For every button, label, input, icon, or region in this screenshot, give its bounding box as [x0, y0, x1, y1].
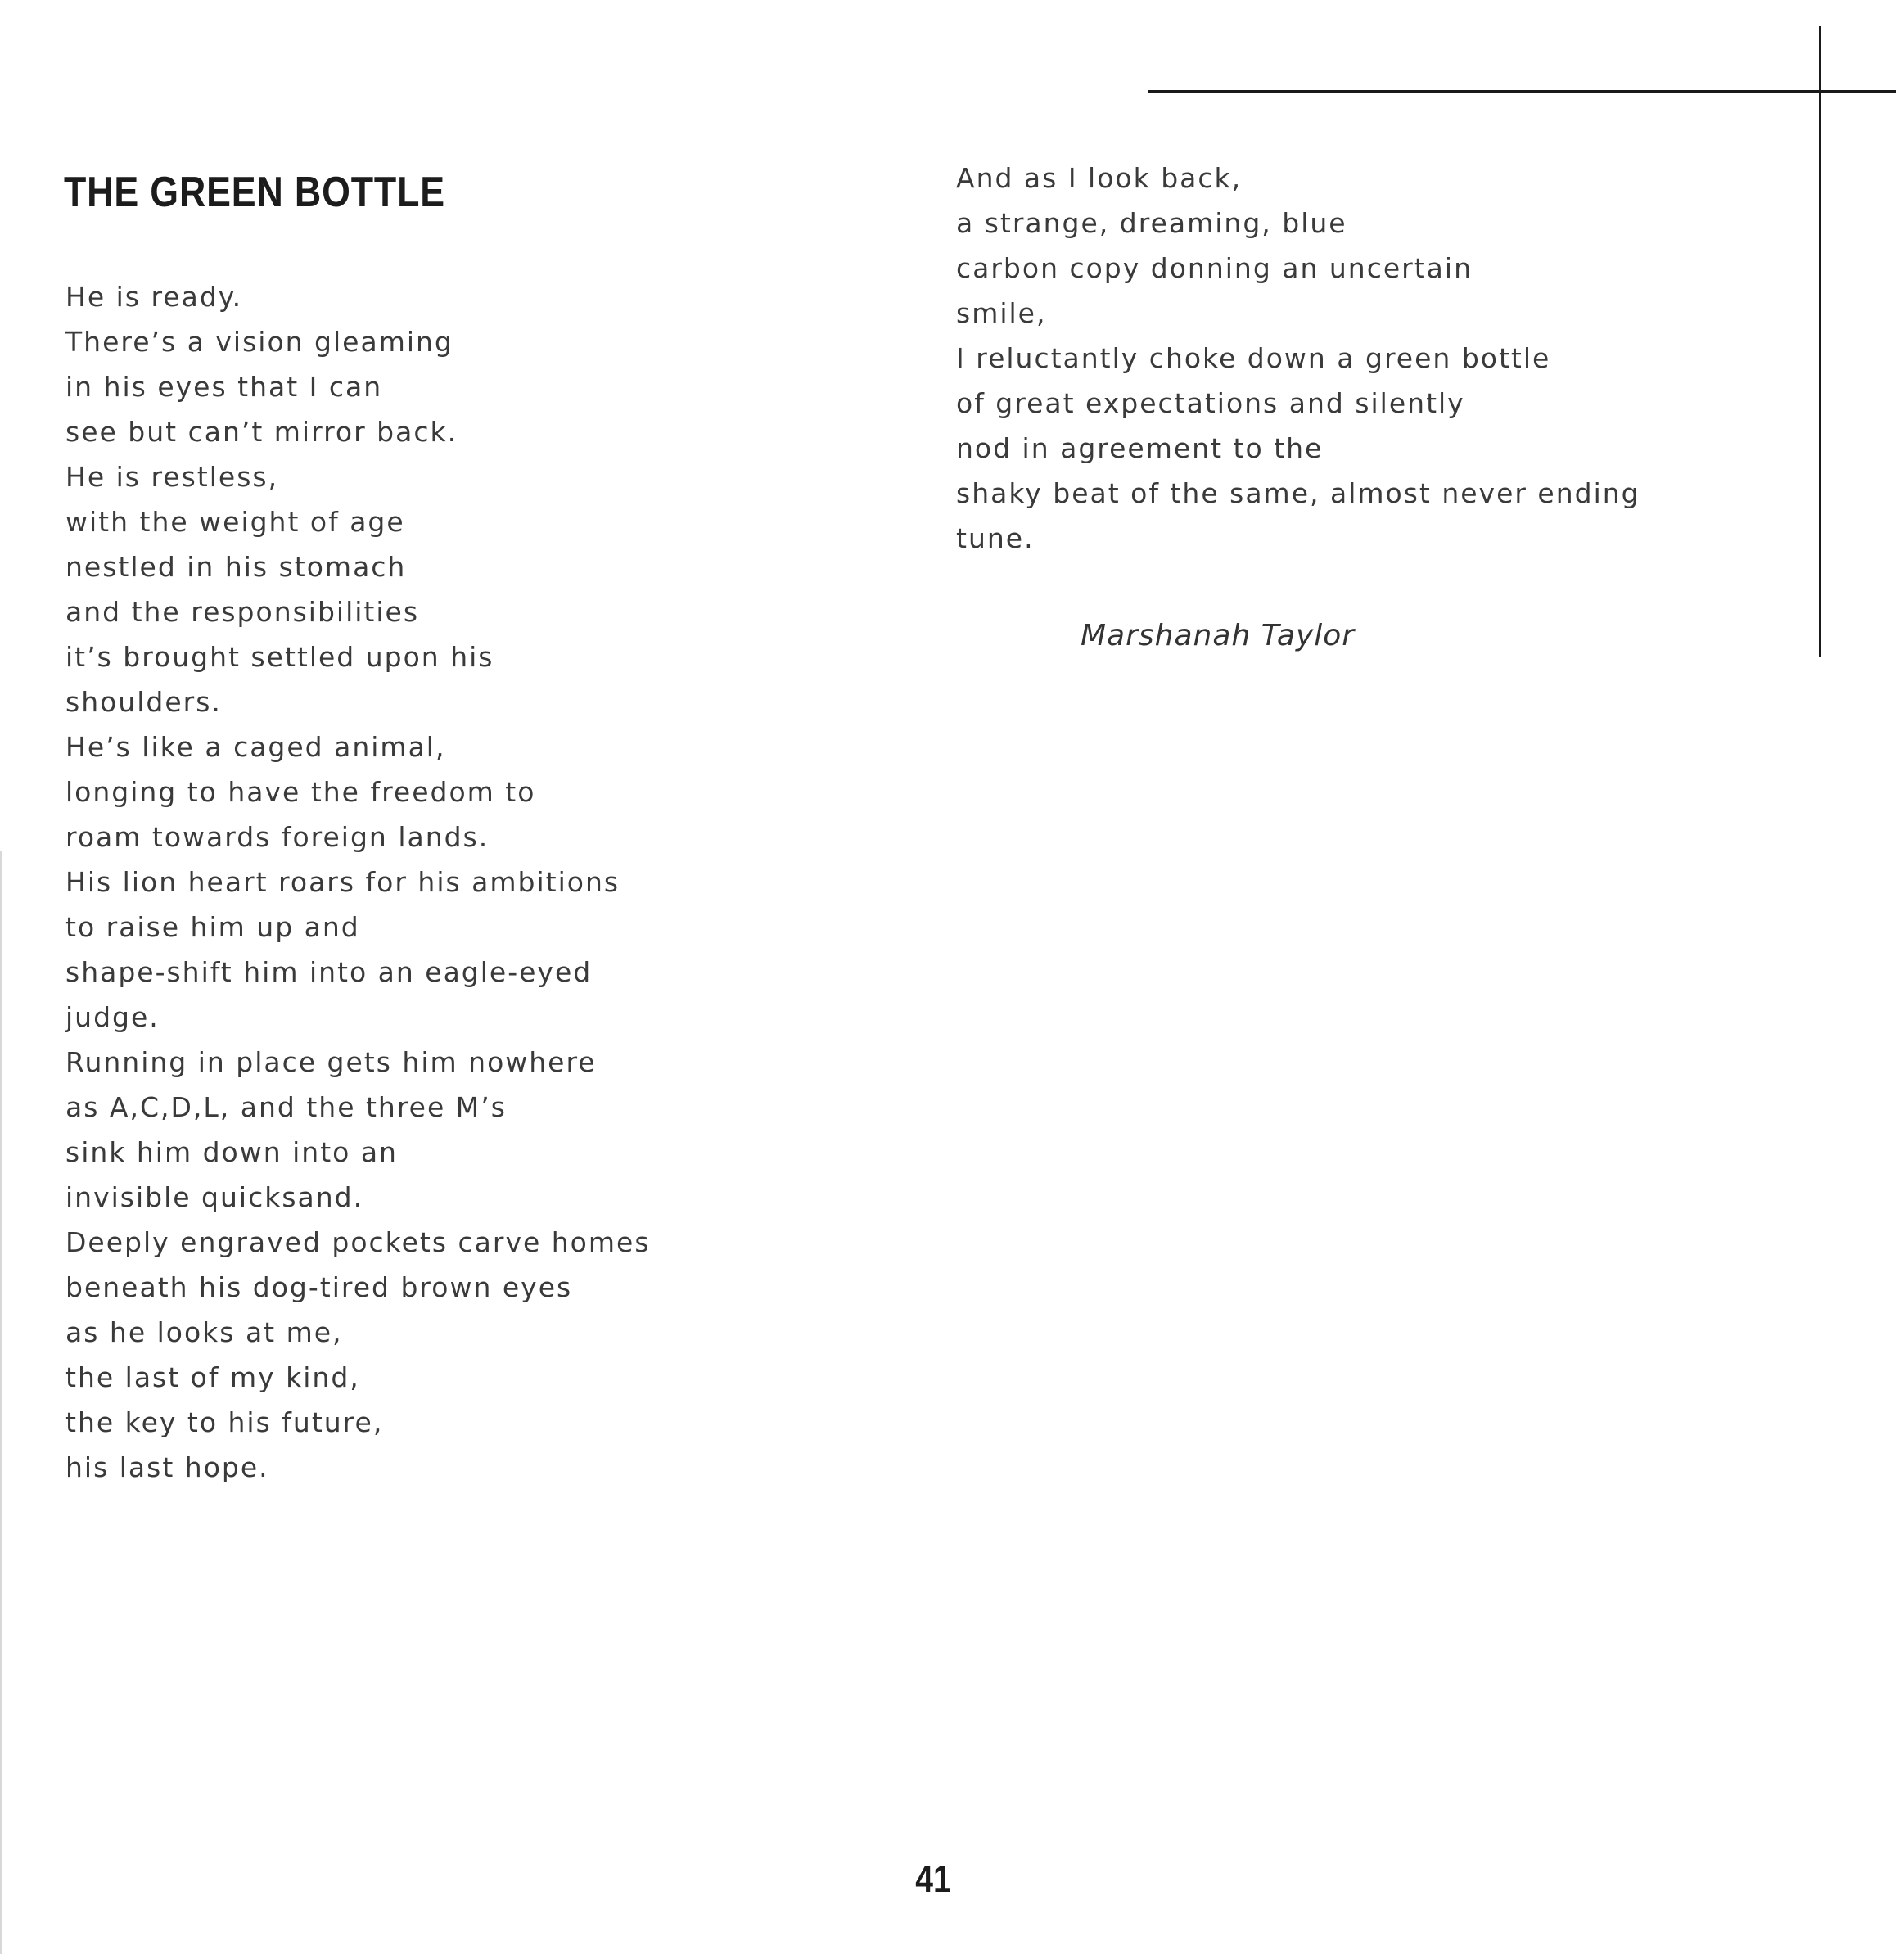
decorative-vertical-rule: [1819, 26, 1821, 657]
poem-line: shaky beat of the same, almost never ending: [956, 477, 1640, 509]
poem-line: Running in place gets him nowhere: [65, 1046, 597, 1078]
poem-line: to raise him up and: [65, 911, 360, 943]
poem-line: see but can’t mirror back.: [65, 416, 458, 448]
poem-line: sink him down into an: [65, 1136, 398, 1168]
poem-line: roam towards foreign lands.: [65, 821, 490, 853]
poem-line: his last hope.: [65, 1451, 269, 1483]
poem-line: longing to have the freedom to: [65, 776, 536, 808]
poem-line: the key to his future,: [65, 1406, 384, 1438]
poem-line: as A,C,D,L, and the three M’s: [65, 1091, 507, 1123]
poem-right-column: [956, 156, 1640, 561]
poem-line: He is ready.: [65, 281, 243, 313]
poem-line: in his eyes that I can: [65, 371, 383, 403]
poem-line: There’s a vision gleaming: [65, 326, 453, 358]
poem-line: judge.: [65, 1001, 160, 1033]
poem-line: with the weight of age: [65, 506, 405, 538]
poem-left-column: [65, 274, 651, 1490]
poem-line: carbon copy donning an uncertain: [956, 252, 1473, 284]
poem-line: He’s like a caged animal,: [65, 731, 446, 763]
poem-line: shoulders.: [65, 686, 222, 718]
page-binding-edge: [0, 851, 2, 1954]
poem-line: His lion heart roars for his ambitions: [65, 866, 620, 898]
poem-line: And as I look back,: [956, 162, 1243, 194]
page-number: 41: [915, 1857, 951, 1900]
poem-line: it’s brought settled upon his: [65, 641, 494, 673]
poem-line: Deeply engraved pockets carve homes: [65, 1226, 651, 1258]
poem-line: a strange, dreaming, blue: [956, 207, 1347, 239]
poem-line: He is restless,: [65, 461, 279, 493]
poem-title: THE GREEN BOTTLE: [64, 169, 445, 216]
poem-line: nestled in his stomach: [65, 551, 407, 583]
poem-line: as he looks at me,: [65, 1316, 343, 1348]
poem-line: of great expectations and silently: [956, 387, 1465, 419]
poem-line: and the responsibilities: [65, 596, 420, 628]
poem-line: smile,: [956, 297, 1047, 329]
poem-line: tune.: [956, 522, 1035, 554]
poem-line: beneath his dog-tired brown eyes: [65, 1271, 573, 1303]
poem-line: nod in agreement to the: [956, 432, 1324, 464]
poem-author: Marshanah Taylor: [1081, 619, 1356, 652]
poem-line: invisible quicksand.: [65, 1181, 364, 1213]
poem-line: I reluctantly choke down a green bottle: [956, 342, 1551, 374]
poem-line: the last of my kind,: [65, 1361, 360, 1393]
decorative-horizontal-rule: [1148, 90, 1896, 93]
poem-line: shape-shift him into an eagle-eyed: [65, 956, 593, 988]
